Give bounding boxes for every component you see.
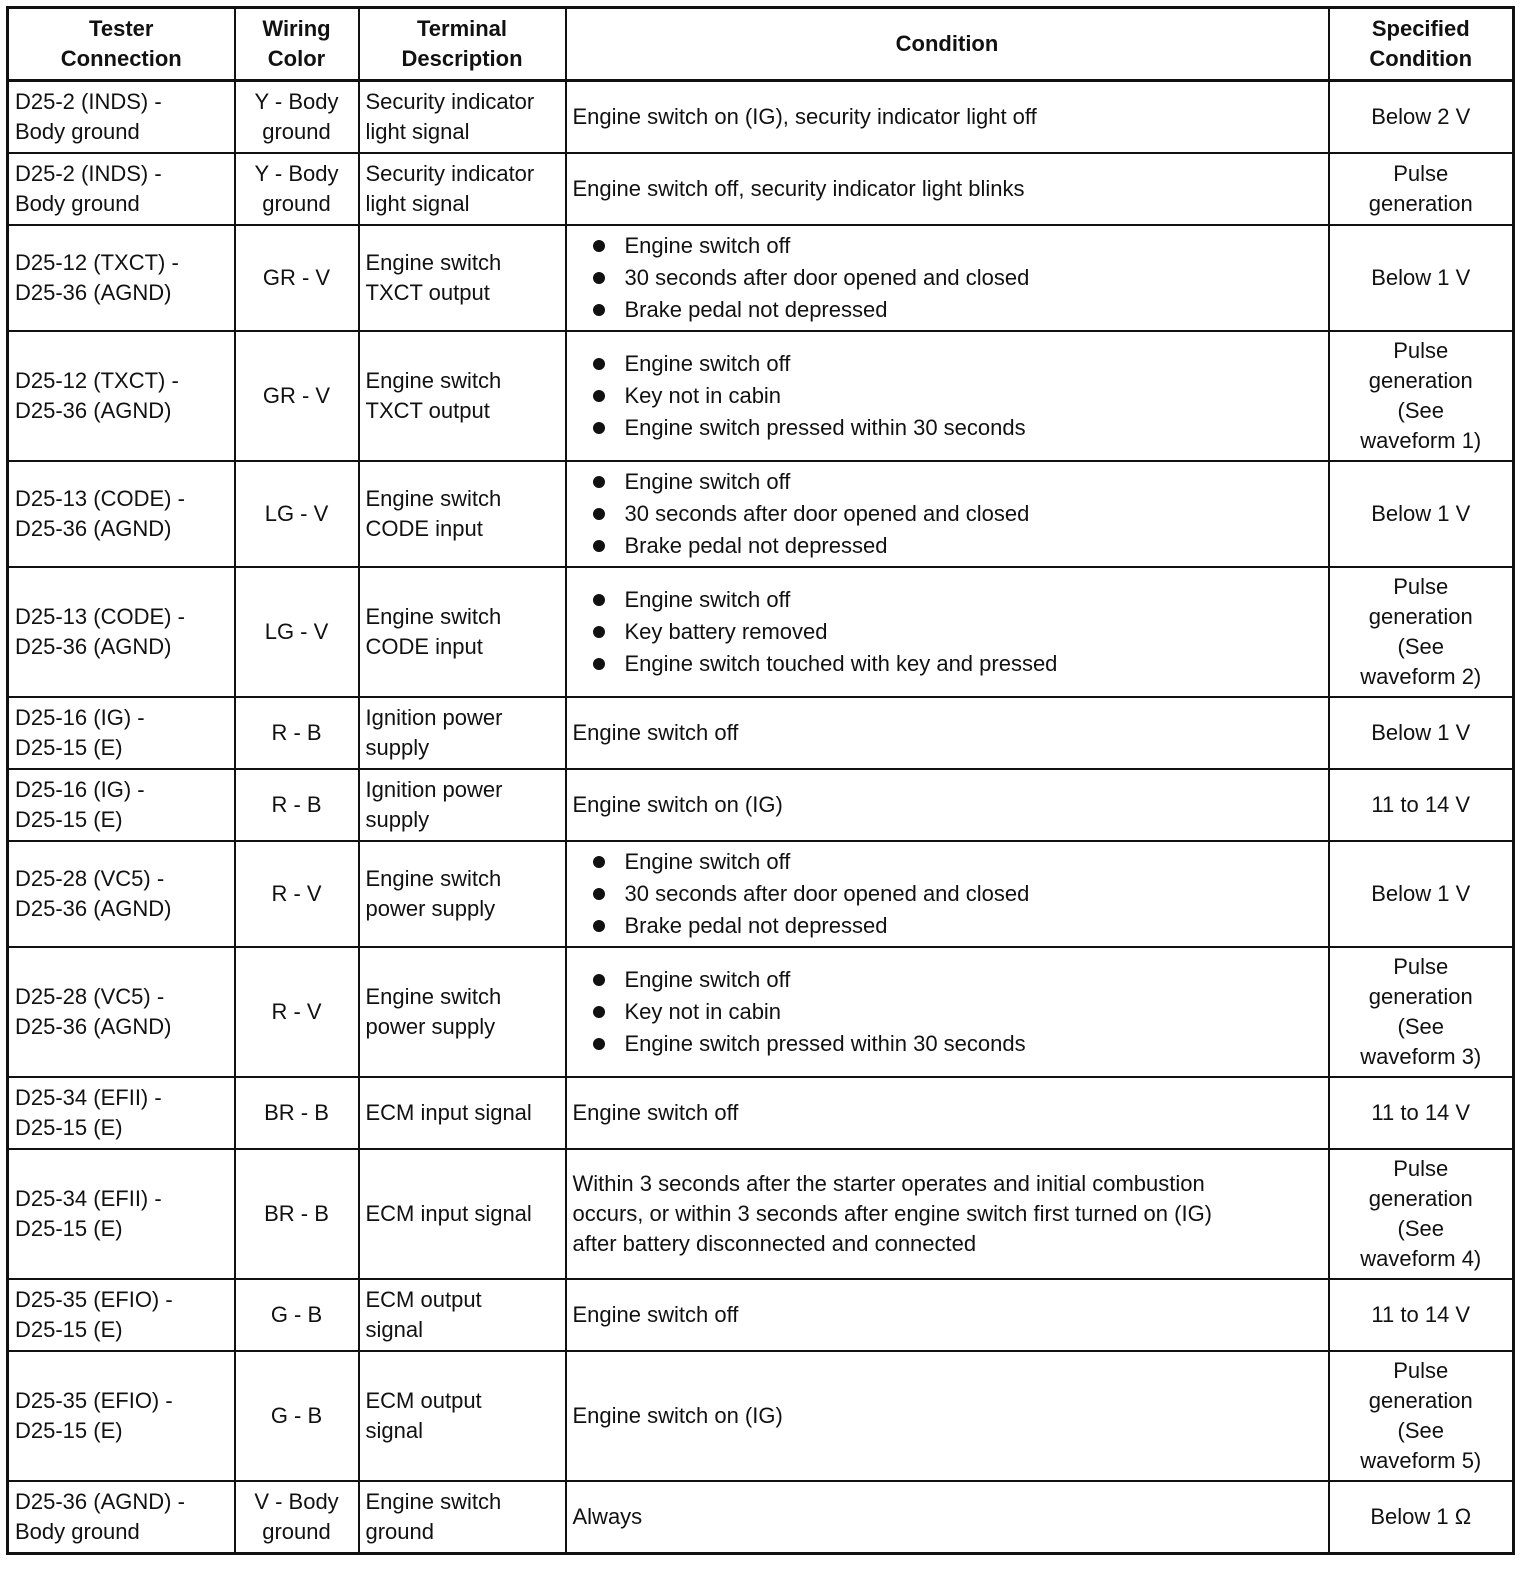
condition-list-item: 30 seconds after door opened and closed [589,262,1322,294]
table-row [8,153,1514,225]
table-row [8,841,1514,947]
wiring-color-cell: GR - V [235,331,359,461]
terminal-description-cell: ECM output signal [359,1279,566,1351]
condition-cell: Within 3 seconds after the starter operates and initial combustion occurs, or within 3 seconds after engine switch first turned on (IG) after battery disconnected and connected [566,1149,1329,1279]
condition-list-item: Engine switch off [589,348,1322,380]
terminal-description-cell: Engine switch CODE input [359,461,566,567]
condition-list [573,584,1322,680]
specified-condition-cell: Below 1 V [1329,225,1514,331]
condition-cell [566,461,1329,567]
wiring-color-cell: V - Body ground [235,1481,359,1554]
condition-cell [566,225,1329,331]
table-row [8,461,1514,567]
condition-list [573,964,1322,1060]
table-row [8,947,1514,1077]
condition-list-item: Brake pedal not depressed [589,910,1322,942]
table-row [8,1279,1514,1351]
wiring-color-cell: G - B [235,1351,359,1481]
tester-connection-cell: D25-2 (INDS) - Body ground [8,153,235,225]
table-header-row [8,8,1514,81]
condition-cell: Engine switch off [566,1279,1329,1351]
specified-condition-cell: Below 1 V [1329,697,1514,769]
terminal-description-cell: Engine switch ground [359,1481,566,1554]
tester-connection-cell: D25-35 (EFIO) - D25-15 (E) [8,1279,235,1351]
specified-condition-cell: Pulse generation (See waveform 5) [1329,1351,1514,1481]
terminal-description-cell: Engine switch TXCT output [359,225,566,331]
terminal-description-cell: ECM output signal [359,1351,566,1481]
condition-cell: Engine switch on (IG) [566,1351,1329,1481]
condition-cell: Engine switch on (IG), security indicator light off [566,81,1329,154]
tester-connection-cell: D25-12 (TXCT) - D25-36 (AGND) [8,331,235,461]
specified-condition-cell: 11 to 14 V [1329,769,1514,841]
condition-list-item: Engine switch touched with key and pressed [589,648,1322,680]
table-row [8,225,1514,331]
tester-connection-cell: D25-16 (IG) - D25-15 (E) [8,697,235,769]
header-wiring-color: Wiring Color [235,8,359,81]
table-row [8,1077,1514,1149]
specified-condition-cell: 11 to 14 V [1329,1077,1514,1149]
table-row [8,567,1514,697]
wiring-color-cell: GR - V [235,225,359,331]
specified-condition-cell: Pulse generation [1329,153,1514,225]
tester-connection-cell: D25-28 (VC5) - D25-36 (AGND) [8,841,235,947]
table-row [8,1351,1514,1481]
terminal-description-cell: Engine switch TXCT output [359,331,566,461]
terminal-description-cell: ECM input signal [359,1149,566,1279]
condition-cell: Engine switch off [566,1077,1329,1149]
tester-connection-cell: D25-36 (AGND) - Body ground [8,1481,235,1554]
header-specified-condition: Specified Condition [1329,8,1514,81]
wiring-color-cell: R - V [235,841,359,947]
wiring-color-cell: Y - Body ground [235,81,359,154]
wiring-color-cell: Y - Body ground [235,153,359,225]
condition-cell [566,331,1329,461]
specified-condition-cell: Pulse generation (See waveform 2) [1329,567,1514,697]
specified-condition-cell: Below 2 V [1329,81,1514,154]
condition-list-item: Engine switch off [589,230,1322,262]
table-row [8,81,1514,154]
tester-connection-cell: D25-13 (CODE) - D25-36 (AGND) [8,567,235,697]
condition-list-item: 30 seconds after door opened and closed [589,878,1322,910]
specified-condition-cell: 11 to 14 V [1329,1279,1514,1351]
specified-condition-cell: Pulse generation (See waveform 3) [1329,947,1514,1077]
condition-cell: Engine switch on (IG) [566,769,1329,841]
condition-list-item: Engine switch off [589,466,1322,498]
tester-connection-cell: D25-35 (EFIO) - D25-15 (E) [8,1351,235,1481]
condition-cell: Always [566,1481,1329,1554]
terminal-description-cell: Engine switch CODE input [359,567,566,697]
condition-cell [566,841,1329,947]
table-row [8,1149,1514,1279]
tester-connection-cell: D25-12 (TXCT) - D25-36 (AGND) [8,225,235,331]
condition-list [573,348,1322,444]
terminal-description-cell: Security indicator light signal [359,153,566,225]
terminal-description-cell: Engine switch power supply [359,947,566,1077]
wiring-color-cell: LG - V [235,567,359,697]
condition-list-item: Engine switch pressed within 30 seconds [589,412,1322,444]
condition-list [573,230,1322,326]
specified-condition-cell: Below 1 V [1329,841,1514,947]
specified-condition-cell: Pulse generation (See waveform 4) [1329,1149,1514,1279]
condition-list-item: Brake pedal not depressed [589,294,1322,326]
terminal-description-cell: Security indicator light signal [359,81,566,154]
wiring-color-cell: R - V [235,947,359,1077]
wiring-color-cell: R - B [235,769,359,841]
condition-list-item: Brake pedal not depressed [589,530,1322,562]
header-tester-connection: Tester Connection [8,8,235,81]
condition-cell [566,567,1329,697]
condition-cell [566,947,1329,1077]
specified-condition-cell: Below 1 V [1329,461,1514,567]
wiring-color-cell: G - B [235,1279,359,1351]
wiring-color-cell: BR - B [235,1077,359,1149]
condition-list-item: Key battery removed [589,616,1322,648]
specified-condition-cell: Pulse generation (See waveform 1) [1329,331,1514,461]
terminal-description-cell: Engine switch power supply [359,841,566,947]
table-row [8,1481,1514,1554]
tester-connection-cell: D25-16 (IG) - D25-15 (E) [8,769,235,841]
tester-connection-cell: D25-2 (INDS) - Body ground [8,81,235,154]
table-row [8,331,1514,461]
header-condition: Condition [566,8,1329,81]
wiring-color-cell: LG - V [235,461,359,567]
condition-list-item: Engine switch off [589,846,1322,878]
condition-list-item: Engine switch pressed within 30 seconds [589,1028,1322,1060]
condition-cell: Engine switch off [566,697,1329,769]
terminal-description-cell: Ignition power supply [359,769,566,841]
table-row [8,769,1514,841]
condition-list [573,846,1322,942]
condition-list-item: Key not in cabin [589,996,1322,1028]
tester-connection-cell: D25-34 (EFII) - D25-15 (E) [8,1149,235,1279]
condition-list-item: Engine switch off [589,584,1322,616]
terminal-table-container [6,6,1512,1555]
terminal-description-cell: Ignition power supply [359,697,566,769]
specified-condition-cell: Below 1 Ω [1329,1481,1514,1554]
terminal-description-cell: ECM input signal [359,1077,566,1149]
condition-list-item: 30 seconds after door opened and closed [589,498,1322,530]
ecu-terminal-table [6,6,1515,1555]
header-terminal-description: Terminal Description [359,8,566,81]
tester-connection-cell: D25-28 (VC5) - D25-36 (AGND) [8,947,235,1077]
condition-cell: Engine switch off, security indicator light blinks [566,153,1329,225]
condition-list [573,466,1322,562]
wiring-color-cell: R - B [235,697,359,769]
tester-connection-cell: D25-34 (EFII) - D25-15 (E) [8,1077,235,1149]
table-row [8,697,1514,769]
wiring-color-cell: BR - B [235,1149,359,1279]
condition-list-item: Engine switch off [589,964,1322,996]
condition-list-item: Key not in cabin [589,380,1322,412]
tester-connection-cell: D25-13 (CODE) - D25-36 (AGND) [8,461,235,567]
